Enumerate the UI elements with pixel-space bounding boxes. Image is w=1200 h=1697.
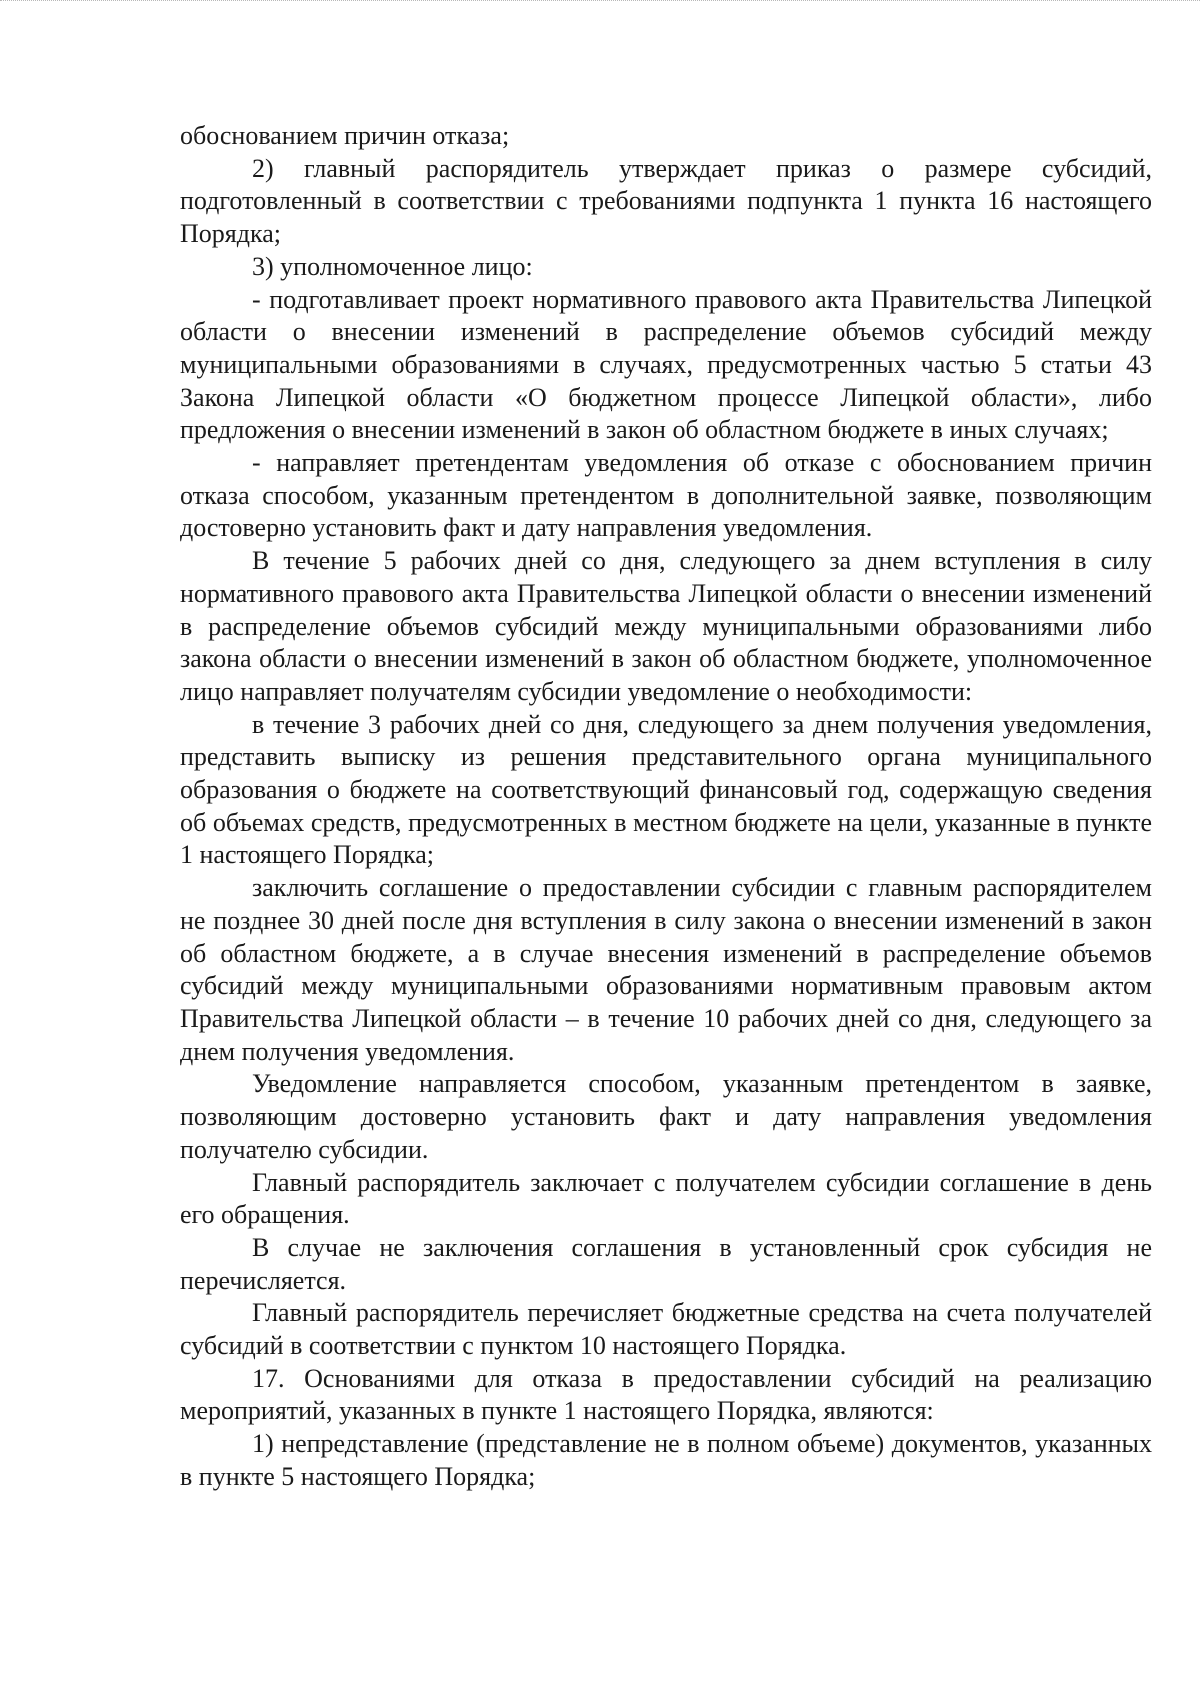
paragraph-17-item-1: 1) непредставление (представление не в полном объеме) документов, указанных в пункте 5 настоящего Порядка; (180, 1429, 1152, 1491)
paragraph-conclude-agreement: заключить соглашение о предоставлении субсидии с главным распорядителем не позднее 30 дней после дня вступления в силу закона о внесении изменений в закон об областном бюджете, а в случае внесения изменений в распределение объемов субсидий между муниципальными образованиями нормативным правовым актом Правительства Липецкой области – в течение 10 рабочих дней со дня, следующего за днем получения уведомления. (180, 873, 1152, 1066)
paragraph-transfer-funds: Главный распорядитель перечисляет бюджетные средства на счета получателей субсидий в соответствии с пунктом 10 настоящего Порядка. (180, 1298, 1152, 1361)
paragraph-continuation: обоснованием причин отказа; (180, 121, 510, 150)
paragraph-dash-notify: - направляет претендентам уведомления об отказе с обоснованием причин отказа способом, указанным претендентом в дополнительной заявке, позволяющим достоверно установить факт и дату направления уведомления. (180, 448, 1152, 543)
scan-top-edge (0, 0, 1200, 3)
document-body (180, 120, 1152, 1494)
paragraph-within-5-days: В течение 5 рабочих дней со дня, следующего за днем вступления в силу нормативного правового акта Правительства Липецкой области о внесении изменений в распределение объемов субсидий между муниципальными образованиями либо закона области о внесении изменений в закон об областном бюджете, уполномоченное лицо направляет получателям субсидии уведомление о необходимости: (180, 546, 1152, 706)
paragraph-item-3: 3) уполномоченное лицо: (252, 251, 533, 281)
paragraph-dash-prepare: - подготавливает проект нормативного правового акта Правительства Липецкой области о внесении изменений в распределение объемов субсидий между муниципальными образованиями в случаях, предусмотренных частью 5 статьи 43 Закона Липецкой области «О бюджетном процессе Липецкой области», либо предложения о внесении изменений в закон об областном бюджете в иных случаях; (180, 284, 1152, 445)
paragraph-notification-method: Уведомление направляется способом, указанным претендентом в заявке, позволяющим достоверно установить факт и дату направления уведомления получателю субсидии. (180, 1069, 1152, 1164)
paragraph-not-concluded: В случае не заключения соглашения в установленный срок субсидия не перечисляется. (180, 1232, 1152, 1295)
paragraph-agreement-day: Главный распорядитель заключает с получателем субсидии соглашение в день его обращения. (180, 1167, 1152, 1230)
paragraph-item-2: 2) главный распорядитель утверждает приказ о размере субсидий, подготовленный в соответствии с требованиями подпункта 1 пункта 16 настоящего Порядка; (180, 153, 1152, 249)
paragraph-within-3-days: в течение 3 рабочих дней со дня, следующего за днем получения уведомления, представить выписку из решения представительного органа муниципального образования о бюджете на соответствующий финансовый год, содержащую сведения об объемах средств, предусмотренных в местном бюджете на цели, указанные в пункте 1 настоящего Порядка; (180, 709, 1152, 870)
paragraph-item-17: 17. Основаниями для отказа в предоставлении субсидий на реализацию мероприятий, указанных в пункте 1 настоящего Порядка, являются: (180, 1363, 1152, 1426)
